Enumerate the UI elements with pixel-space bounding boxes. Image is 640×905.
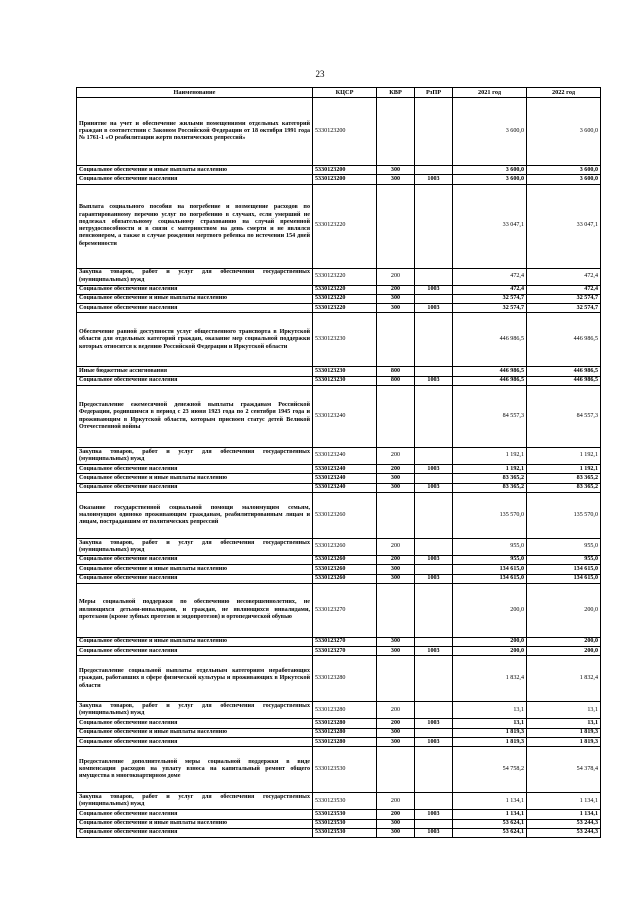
row-name: Социальное обеспечение и иные выплаты населению	[77, 728, 313, 737]
row-rzpr	[415, 538, 453, 555]
row-amount-2022: 1 192,1	[527, 465, 601, 474]
row-amount-2022: 955,0	[527, 555, 601, 564]
row-amount-2021: 84 557,3	[453, 386, 527, 448]
row-name: Закупка товаров, работ и услуг для обеспечения государственных (муниципальных) нужд	[77, 268, 313, 285]
row-amount-2022: 84 557,3	[527, 386, 601, 448]
row-name: Социальное обеспечение населения	[77, 647, 313, 656]
row-kcsr: 5330123260	[313, 492, 377, 538]
row-kvr: 200	[377, 555, 415, 564]
table-row	[77, 819, 601, 828]
row-kcsr: 5330123280	[313, 728, 377, 737]
row-kvr	[377, 583, 415, 637]
row-kvr: 300	[377, 166, 415, 175]
row-amount-2021: 955,0	[453, 538, 527, 555]
row-amount-2022: 53 244,3	[527, 828, 601, 837]
row-kvr	[377, 184, 415, 268]
table-header-row	[77, 88, 601, 98]
row-amount-2021: 1 832,4	[453, 656, 527, 702]
row-amount-2022: 13,1	[527, 702, 601, 719]
row-rzpr: 1003	[415, 810, 453, 819]
row-amount-2022: 32 574,7	[527, 304, 601, 313]
row-name: Закупка товаров, работ и услуг для обеспечения государственных (муниципальных) нужд	[77, 793, 313, 810]
row-name: Социальное обеспечение населения	[77, 483, 313, 492]
row-kcsr: 5330123230	[313, 367, 377, 376]
row-rzpr	[415, 793, 453, 810]
row-kcsr: 5330123530	[313, 747, 377, 793]
row-name: Закупка товаров, работ и услуг для обеспечения государственных (муниципальных) нужд	[77, 538, 313, 555]
row-rzpr	[415, 367, 453, 376]
table-row	[77, 268, 601, 285]
row-amount-2022: 200,0	[527, 583, 601, 637]
column-header-2022: 2022 год	[527, 88, 601, 98]
row-rzpr	[415, 474, 453, 483]
table-row	[77, 367, 601, 376]
row-amount-2022: 200,0	[527, 647, 601, 656]
row-name: Обеспечение равной доступности услуг общественного транспорта в Иркутской области для отдельных категорий граждан, оказание мер социальной поддержки которых относится к ведению Российской Федерации и Иркутской области	[77, 313, 313, 367]
row-name: Закупка товаров, работ и услуг для обеспечения государственных (муниципальных) нужд	[77, 702, 313, 719]
row-amount-2021: 33 047,1	[453, 184, 527, 268]
row-name: Предоставление ежемесячной денежной выплаты гражданам Российской Федерации, родившимся в период с 23 июня 1923 года по 2 сентября 1945 года и проживающим в Иркутской области, которым присвоен статус детей Великой Отечественной войны	[77, 386, 313, 448]
row-name: Закупка товаров, работ и услуг для обеспечения государственных (муниципальных) нужд	[77, 448, 313, 465]
row-amount-2022: 1 134,1	[527, 810, 601, 819]
row-amount-2022: 446 986,5	[527, 313, 601, 367]
table-row	[77, 304, 601, 313]
row-amount-2021: 54 758,2	[453, 747, 527, 793]
row-amount-2022: 134 615,0	[527, 565, 601, 574]
page-number: 23	[315, 69, 325, 79]
row-amount-2022: 53 244,3	[527, 819, 601, 828]
row-rzpr: 1003	[415, 574, 453, 583]
row-amount-2022: 135 570,0	[527, 492, 601, 538]
row-amount-2021: 200,0	[453, 637, 527, 646]
row-name: Социальное обеспечение населения	[77, 719, 313, 728]
row-amount-2021: 955,0	[453, 555, 527, 564]
row-kcsr: 5330123260	[313, 574, 377, 583]
row-kvr: 200	[377, 810, 415, 819]
row-kvr: 200	[377, 793, 415, 810]
row-amount-2022: 83 365,2	[527, 483, 601, 492]
row-kcsr: 5330123220	[313, 304, 377, 313]
row-kvr: 300	[377, 647, 415, 656]
row-amount-2022: 33 047,1	[527, 184, 601, 268]
table-row	[77, 719, 601, 728]
row-rzpr: 1003	[415, 304, 453, 313]
row-amount-2021: 3 600,0	[453, 98, 527, 166]
row-amount-2022: 3 600,0	[527, 98, 601, 166]
row-kcsr: 5330123220	[313, 285, 377, 294]
row-name: Социальное обеспечение населения	[77, 376, 313, 385]
row-kvr: 300	[377, 483, 415, 492]
table-row	[77, 492, 601, 538]
row-rzpr: 1003	[415, 483, 453, 492]
row-kcsr: 5330123280	[313, 702, 377, 719]
table-row	[77, 166, 601, 175]
row-amount-2022: 134 615,0	[527, 574, 601, 583]
row-kvr: 300	[377, 175, 415, 184]
row-kcsr: 5330123270	[313, 583, 377, 637]
row-name: Социальное обеспечение населения	[77, 465, 313, 474]
row-kvr: 300	[377, 574, 415, 583]
row-kcsr: 5330123200	[313, 98, 377, 166]
row-rzpr	[415, 565, 453, 574]
column-header-kcsr: КЦСР	[313, 88, 377, 98]
row-rzpr	[415, 747, 453, 793]
row-amount-2022: 13,1	[527, 719, 601, 728]
row-rzpr: 1003	[415, 555, 453, 564]
row-name: Иные бюджетные ассигнования	[77, 367, 313, 376]
row-kvr: 300	[377, 828, 415, 837]
row-amount-2021: 3 600,0	[453, 166, 527, 175]
row-name: Социальное обеспечение и иные выплаты населению	[77, 166, 313, 175]
row-kcsr: 5330123530	[313, 810, 377, 819]
row-kvr: 300	[377, 294, 415, 303]
row-kcsr: 5330123280	[313, 738, 377, 747]
table-row	[77, 294, 601, 303]
table-row	[77, 555, 601, 564]
row-kvr	[377, 98, 415, 166]
row-kvr: 200	[377, 538, 415, 555]
table-row	[77, 565, 601, 574]
row-kvr: 200	[377, 465, 415, 474]
table-row	[77, 574, 601, 583]
row-rzpr	[415, 184, 453, 268]
row-amount-2021: 13,1	[453, 702, 527, 719]
row-amount-2022: 472,4	[527, 285, 601, 294]
table-row	[77, 828, 601, 837]
row-name: Социальное обеспечение и иные выплаты населению	[77, 819, 313, 828]
table-body	[77, 98, 601, 838]
row-name: Социальное обеспечение населения	[77, 738, 313, 747]
row-kcsr: 5330123530	[313, 793, 377, 810]
row-amount-2022: 1 819,3	[527, 738, 601, 747]
table-row	[77, 175, 601, 184]
table-row	[77, 647, 601, 656]
column-header-name: Наименование	[77, 88, 313, 98]
row-name: Принятие на учет и обеспечение жилыми помещениями отдельных категорий граждан в соответствии с Законом Российской Федерации от 18 октября 1991 года № 1761-1 «О реабилитации жертв политических репрессий»	[77, 98, 313, 166]
row-amount-2022: 83 365,2	[527, 474, 601, 483]
row-rzpr	[415, 637, 453, 646]
row-kcsr: 5330123530	[313, 819, 377, 828]
row-kvr: 300	[377, 637, 415, 646]
row-kcsr: 5330123280	[313, 656, 377, 702]
row-amount-2021: 472,4	[453, 285, 527, 294]
row-kcsr: 5330123240	[313, 386, 377, 448]
row-name: Социальное обеспечение и иные выплаты населению	[77, 637, 313, 646]
row-name: Социальное обеспечение населения	[77, 304, 313, 313]
row-amount-2022: 32 574,7	[527, 294, 601, 303]
row-amount-2022: 1 192,1	[527, 448, 601, 465]
row-kvr: 200	[377, 268, 415, 285]
row-kcsr: 5330123240	[313, 465, 377, 474]
row-amount-2021: 200,0	[453, 583, 527, 637]
row-amount-2022: 1 819,3	[527, 728, 601, 737]
row-amount-2021: 83 365,2	[453, 483, 527, 492]
row-kvr: 800	[377, 376, 415, 385]
row-amount-2022: 3 600,0	[527, 175, 601, 184]
row-name: Социальное обеспечение населения	[77, 285, 313, 294]
row-kvr	[377, 492, 415, 538]
table-row	[77, 637, 601, 646]
table-row	[77, 465, 601, 474]
row-amount-2021: 200,0	[453, 647, 527, 656]
row-name: Меры социальной поддержки по обеспечению несовершеннолетних, не являющихся детьми-инвалидами, и граждан, не являющихся инвалидами, протезами (кроме зубных протезов и эндопротезов) и ортопедической обувью	[77, 583, 313, 637]
row-rzpr	[415, 313, 453, 367]
row-kvr	[377, 386, 415, 448]
row-amount-2022: 446 986,5	[527, 367, 601, 376]
row-amount-2022: 955,0	[527, 538, 601, 555]
row-kcsr: 5330123230	[313, 313, 377, 367]
row-amount-2022: 1 134,1	[527, 793, 601, 810]
row-amount-2021: 53 624,1	[453, 819, 527, 828]
row-amount-2021: 446 986,5	[453, 367, 527, 376]
row-rzpr	[415, 448, 453, 465]
row-kcsr: 5330123220	[313, 294, 377, 303]
row-name: Предоставление дополнительной меры социальной поддержки в виде компенсации расходов на уплату взноса на капитальный ремонт общего имущества в многоквартирном доме	[77, 747, 313, 793]
row-kvr: 300	[377, 304, 415, 313]
row-amount-2021: 446 986,5	[453, 313, 527, 367]
row-name: Социальное обеспечение населения	[77, 175, 313, 184]
table-row	[77, 538, 601, 555]
column-header-kvr: КВР	[377, 88, 415, 98]
table-row	[77, 656, 601, 702]
row-rzpr	[415, 492, 453, 538]
row-name: Предоставление социальной выплаты отдельным категориям неработающих граждан, работавших в сфере физической культуры и проживающих в Иркутской области	[77, 656, 313, 702]
row-kvr	[377, 747, 415, 793]
row-kcsr: 5330123200	[313, 175, 377, 184]
row-rzpr	[415, 166, 453, 175]
row-amount-2021: 13,1	[453, 719, 527, 728]
table-row	[77, 738, 601, 747]
row-kcsr: 5330123240	[313, 483, 377, 492]
row-rzpr	[415, 583, 453, 637]
column-header-rzpr: РзПР	[415, 88, 453, 98]
row-amount-2022: 3 600,0	[527, 166, 601, 175]
row-kvr	[377, 313, 415, 367]
row-kvr: 300	[377, 738, 415, 747]
row-kvr: 200	[377, 719, 415, 728]
row-rzpr: 1003	[415, 175, 453, 184]
row-rzpr	[415, 386, 453, 448]
row-amount-2021: 446 986,5	[453, 376, 527, 385]
table-row	[77, 313, 601, 367]
row-amount-2021: 1 819,3	[453, 738, 527, 747]
row-name: Выплата социального пособия на погребение и возмещение расходов по гарантированному перечню услуг по погребению в случаях, если умерший не подлежал обязательному социальному страхованию на случай временной нетрудоспособности и в связи с материнством на день смерти и не являлся пенсионером, а также в случае рождения мертвого ребенка по истечении 154 дней беременности	[77, 184, 313, 268]
row-kcsr: 5330123530	[313, 828, 377, 837]
table-row	[77, 474, 601, 483]
row-name: Социальное обеспечение и иные выплаты населению	[77, 565, 313, 574]
row-kvr: 200	[377, 702, 415, 719]
row-rzpr: 1003	[415, 719, 453, 728]
row-kcsr: 5330123260	[313, 555, 377, 564]
row-kvr	[377, 656, 415, 702]
row-kcsr: 5330123260	[313, 538, 377, 555]
row-kcsr: 5330123280	[313, 719, 377, 728]
row-kvr: 300	[377, 565, 415, 574]
row-amount-2022: 54 378,4	[527, 747, 601, 793]
row-amount-2021: 134 615,0	[453, 565, 527, 574]
table-row	[77, 747, 601, 793]
table-row	[77, 483, 601, 492]
table-row	[77, 98, 601, 166]
row-kcsr: 5330123240	[313, 448, 377, 465]
table-row	[77, 376, 601, 385]
row-rzpr	[415, 294, 453, 303]
table-row	[77, 702, 601, 719]
row-kcsr: 5330123230	[313, 376, 377, 385]
row-kcsr: 5330123270	[313, 637, 377, 646]
row-amount-2022: 1 832,4	[527, 656, 601, 702]
table-row	[77, 448, 601, 465]
row-kcsr: 5330123260	[313, 565, 377, 574]
row-rzpr	[415, 268, 453, 285]
row-rzpr	[415, 656, 453, 702]
row-kcsr: 5330123270	[313, 647, 377, 656]
row-name: Оказание государственной социальной помощи малоимущим семьям, малоимущим одиноко проживающим гражданам, реабилитированным лицам и лицам, пострадавшим от политических репрессий	[77, 492, 313, 538]
row-kcsr: 5330123240	[313, 474, 377, 483]
row-rzpr	[415, 728, 453, 737]
row-rzpr: 1003	[415, 465, 453, 474]
table-row	[77, 386, 601, 448]
row-name: Социальное обеспечение и иные выплаты населению	[77, 474, 313, 483]
row-amount-2022: 446 986,5	[527, 376, 601, 385]
column-header-2021: 2021 год	[453, 88, 527, 98]
row-rzpr: 1003	[415, 647, 453, 656]
row-kvr: 800	[377, 367, 415, 376]
row-amount-2021: 32 574,7	[453, 304, 527, 313]
row-amount-2021: 1 134,1	[453, 810, 527, 819]
row-amount-2021: 134 615,0	[453, 574, 527, 583]
row-kcsr: 5330123220	[313, 184, 377, 268]
row-kvr: 200	[377, 285, 415, 294]
row-amount-2022: 472,4	[527, 268, 601, 285]
row-amount-2021: 1 819,3	[453, 728, 527, 737]
row-kcsr: 5330123200	[313, 166, 377, 175]
row-name: Социальное обеспечение населения	[77, 810, 313, 819]
row-kvr: 300	[377, 728, 415, 737]
table-row	[77, 184, 601, 268]
row-kvr: 200	[377, 448, 415, 465]
row-amount-2021: 1 134,1	[453, 793, 527, 810]
row-kvr: 300	[377, 819, 415, 828]
row-amount-2021: 1 192,1	[453, 448, 527, 465]
row-name: Социальное обеспечение населения	[77, 574, 313, 583]
row-rzpr: 1003	[415, 285, 453, 294]
row-amount-2021: 3 600,0	[453, 175, 527, 184]
row-name: Социальное обеспечение и иные выплаты населению	[77, 294, 313, 303]
row-rzpr: 1003	[415, 828, 453, 837]
row-amount-2021: 472,4	[453, 268, 527, 285]
table-row	[77, 728, 601, 737]
table-row	[77, 285, 601, 294]
row-rzpr: 1003	[415, 738, 453, 747]
table-row	[77, 583, 601, 637]
row-kvr: 300	[377, 474, 415, 483]
row-amount-2022: 200,0	[527, 637, 601, 646]
budget-table	[76, 87, 601, 838]
row-rzpr	[415, 702, 453, 719]
row-amount-2021: 83 365,2	[453, 474, 527, 483]
row-rzpr	[415, 98, 453, 166]
row-rzpr: 1003	[415, 376, 453, 385]
row-name: Социальное обеспечение населения	[77, 555, 313, 564]
row-kcsr: 5330123220	[313, 268, 377, 285]
table-row	[77, 810, 601, 819]
row-rzpr	[415, 819, 453, 828]
row-name: Социальное обеспечение населения	[77, 828, 313, 837]
row-amount-2021: 135 570,0	[453, 492, 527, 538]
table-row	[77, 793, 601, 810]
row-amount-2021: 32 574,7	[453, 294, 527, 303]
row-amount-2021: 53 624,1	[453, 828, 527, 837]
row-amount-2021: 1 192,1	[453, 465, 527, 474]
